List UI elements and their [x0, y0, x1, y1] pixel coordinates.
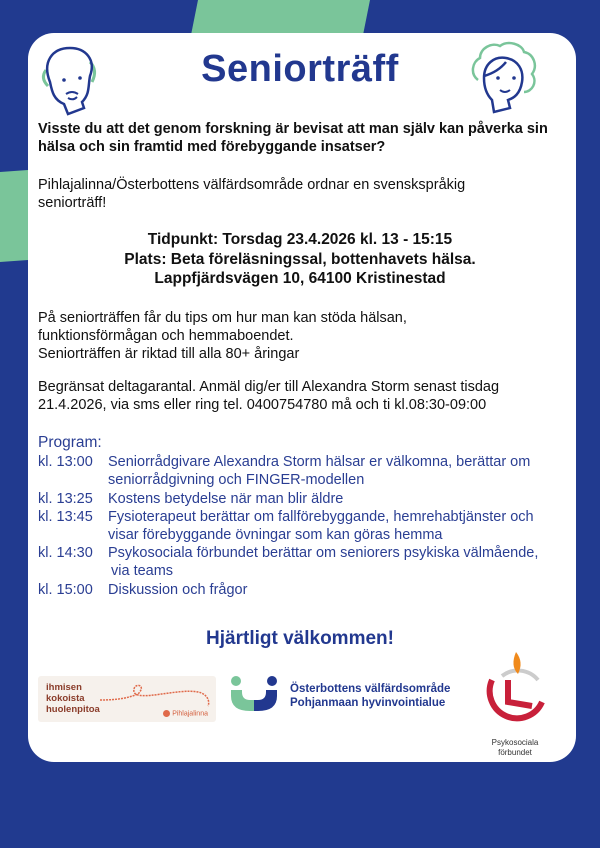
- program-text: Kostens betydelse när man blir äldre: [108, 490, 344, 507]
- info-line: På seniorträffen får du tips om hur man kan stöda hälsan,: [38, 310, 407, 326]
- registration-line: 21.4.2026, via sms eller ring tel. 0400754780 må och ti kl.08:30-09:00: [38, 397, 487, 414]
- program-time: kl. 13:25: [38, 490, 93, 507]
- psykosociala-name: förbundet: [498, 748, 532, 757]
- program-item: [38, 490, 568, 508]
- program-time: kl. 15:00: [38, 581, 93, 598]
- organizer-line: Pihlajalinna/Österbottens välfärdsområde ordnar en svenskspråkig: [38, 177, 466, 193]
- tagline-line: huolenpitoa: [46, 704, 100, 715]
- osterbotten-name-sv: Österbottens välfärdsområde: [290, 683, 451, 695]
- registration-line: Begränsat deltagarantal. Anmäl dig/er till Alexandra Storm senast tisdag: [38, 379, 500, 395]
- event-time: Tidpunkt: Torsdag 23.4.2026 kl. 13 - 15:15: [147, 231, 453, 248]
- pihlajalinna-tagline: [46, 682, 100, 715]
- program-item: [38, 453, 568, 489]
- program-time: kl. 13:00: [38, 454, 93, 471]
- psykosociala-logo-text: [480, 738, 550, 758]
- registration-text: [38, 378, 568, 414]
- osterbotten-logo-icon: [230, 676, 278, 712]
- pihlajalinna-brand: [163, 710, 208, 717]
- page-title: Seniorträff: [201, 48, 399, 90]
- program-text: Seniorrådgivare Alexandra Storm hälsar er välkomna, berättar om: [108, 454, 531, 471]
- event-details: [0, 230, 600, 289]
- pihlajalinna-dot-icon: [163, 710, 170, 717]
- program-heading: Program:: [38, 434, 102, 451]
- program-text: Fysioterapeut berättar om fallförebyggande, hemrehabtjänster och: [108, 508, 534, 525]
- info-text: [38, 309, 568, 364]
- psykosociala-name: Psykosociala: [491, 738, 539, 747]
- event-address: Lappfjärdsvägen 10, 64100 Kristinestad: [154, 270, 446, 287]
- program-time: kl. 14:30: [38, 545, 93, 562]
- program-item: [38, 544, 568, 580]
- intro-line: hälsa och sin framtid med förebyggande insatser?: [38, 139, 386, 156]
- thread-decoration-icon: [98, 680, 213, 710]
- info-line: Seniorträffen är riktad till alla 80+ åringar: [38, 346, 300, 363]
- event-place: Plats: Beta föreläsningssal, bottenhavets hälsa.: [124, 250, 476, 268]
- tagline-line: ihmisen: [46, 682, 82, 693]
- program-time: kl. 13:45: [38, 508, 93, 525]
- welcome-heading: Hjärtligt välkommen!: [206, 628, 394, 649]
- intro-question: [38, 120, 568, 156]
- info-line: funktionsförmågan och hemmaboendet.: [38, 328, 294, 345]
- organizer-text: [38, 176, 568, 212]
- program-section: [38, 434, 568, 599]
- intro-line: Visste du att det genom forskning är bevisat att man själv kan påverka sin: [38, 121, 548, 137]
- program-text: via teams: [111, 563, 174, 580]
- tagline-line: kokoista: [46, 693, 85, 704]
- psykosociala-logo-icon: [484, 650, 548, 738]
- pihlajalinna-logo: [38, 676, 216, 722]
- program-text: seniorrådgivning och FINGER-modellen: [108, 472, 365, 489]
- program-item: [38, 508, 568, 544]
- program-item: [38, 581, 568, 599]
- organizer-line: seniorträff!: [38, 195, 107, 212]
- pihlajalinna-brand-text: Pihlajalinna: [172, 710, 208, 717]
- osterbotten-name-fi: Pohjanmaan hyvinvointialue: [290, 696, 446, 709]
- program-text: visar förebyggande övningar som kan göras hemma: [108, 527, 443, 544]
- program-text: Diskussion och frågor: [108, 581, 248, 598]
- osterbotten-logo-text: [290, 683, 450, 710]
- program-text: Psykosociala förbundet berättar om seniorers psykiska välmående,: [108, 545, 539, 562]
